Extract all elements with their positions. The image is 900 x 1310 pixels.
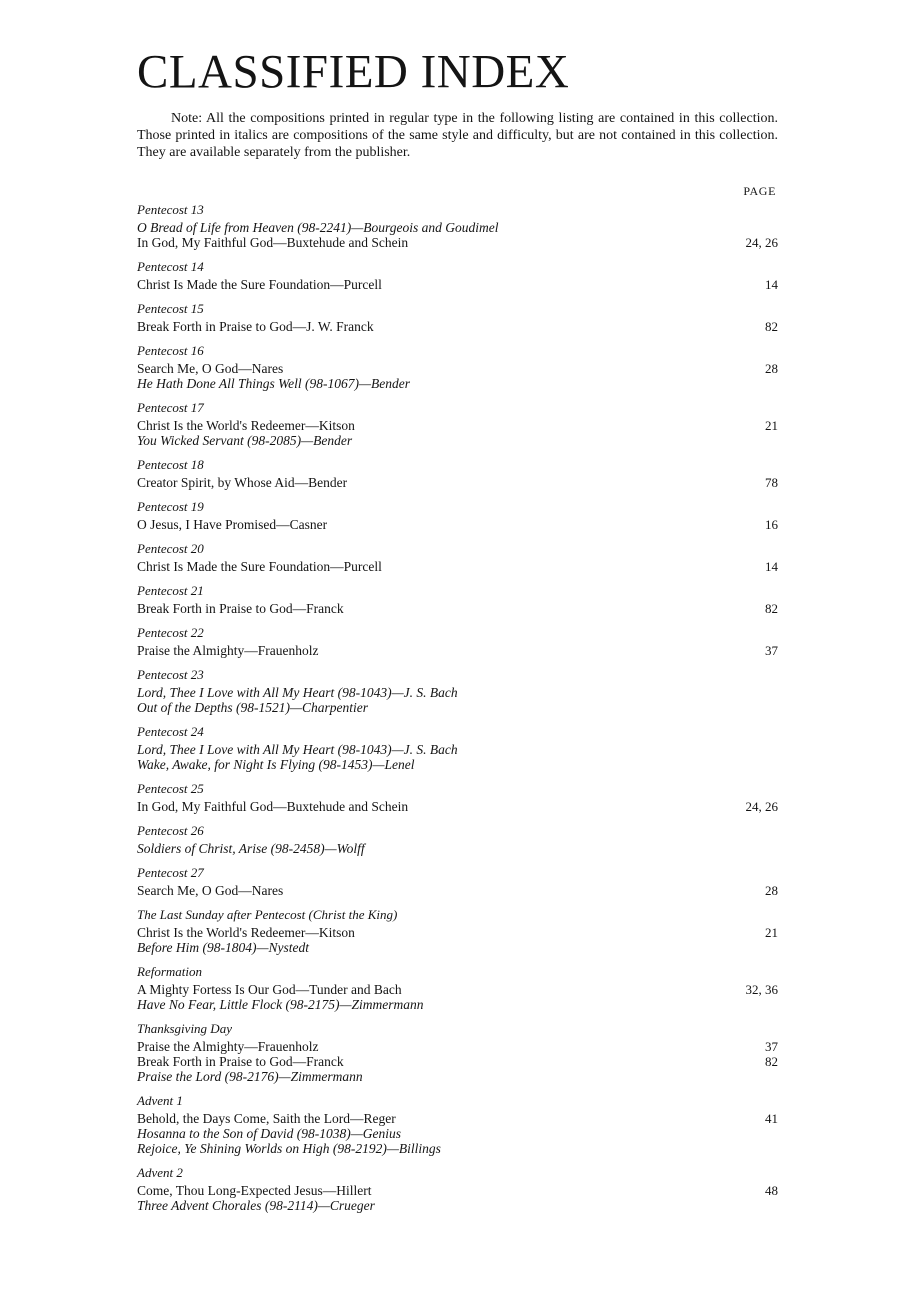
index-section [137, 255, 778, 292]
section-heading: Pentecost 27 [137, 865, 204, 880]
index-page [137, 45, 778, 1213]
entry-title: Praise the Almighty—Frauenholz [137, 1039, 319, 1054]
section-heading: Reformation [137, 964, 202, 979]
index-entry [137, 841, 778, 856]
intro-note: Note: All the compositions printed in regular type in the following listing are contained in this collection. Those printed in italics are compositions of the same style and difficulty, but are not contained in this collection. They are available separately from the publisher. [137, 111, 778, 160]
entry-page-number: 82 [765, 601, 778, 616]
entry-page-number: 21 [765, 925, 778, 940]
entry-page-number: 78 [765, 475, 778, 490]
index-entry [137, 1198, 778, 1213]
entry-title: O Bread of Life from Heaven (98-2241)—Bourgeois and Goudimel [137, 220, 499, 235]
entry-title: Lord, Thee I Love with All My Heart (98-1043)—J. S. Bach [137, 685, 458, 700]
section-heading: Pentecost 18 [137, 457, 204, 472]
entry-title: Break Forth in Praise to God—Franck [137, 601, 344, 616]
entry-page-number: 41 [765, 1111, 778, 1126]
index-entry [137, 235, 778, 250]
index-entry [137, 319, 778, 334]
entry-title: Christ Is the World's Redeemer—Kitson [137, 925, 355, 940]
entry-title: Three Advent Chorales (98-2114)—Crueger [137, 1198, 375, 1213]
section-heading: Advent 1 [137, 1093, 183, 1108]
index-entry [137, 1111, 778, 1126]
entry-title: Out of the Depths (98-1521)—Charpentier [137, 700, 368, 715]
entry-title: Search Me, O God—Nares [137, 883, 284, 898]
index-section [137, 579, 778, 616]
index-entry [137, 1141, 778, 1156]
entry-title: Rejoice, Ye Shining Worlds on High (98-2192)—Billings [137, 1141, 441, 1156]
entry-title: In God, My Faithful God—Buxtehude and Schein [137, 799, 409, 814]
section-heading: Advent 2 [137, 1165, 183, 1180]
index-entry [137, 376, 778, 391]
index-entry [137, 1069, 778, 1084]
entry-title: Break Forth in Praise to God—Franck [137, 1054, 344, 1069]
index-section [137, 396, 778, 448]
index-entries [137, 198, 778, 1213]
section-heading: Pentecost 21 [137, 583, 204, 598]
entry-title: Hosanna to the Son of David (98-1038)—Genius [137, 1126, 401, 1141]
entry-page-number: 14 [765, 559, 778, 574]
entry-page-number: 21 [765, 418, 778, 433]
index-section [137, 495, 778, 532]
index-entry [137, 940, 778, 955]
section-heading: Pentecost 17 [137, 400, 204, 415]
entry-title: Behold, the Days Come, Saith the Lord—Reger [137, 1111, 396, 1126]
index-section [137, 537, 778, 574]
index-entry [137, 742, 778, 757]
index-section [137, 1017, 778, 1084]
entry-title: Search Me, O God—Nares [137, 361, 284, 376]
entry-title: Creator Spirit, by Whose Aid—Bender [137, 475, 348, 490]
index-entry [137, 1126, 778, 1141]
entry-title: Have No Fear, Little Flock (98-2175)—Zimmermann [137, 997, 424, 1012]
index-entry [137, 601, 778, 616]
entry-title: Wake, Awake, for Night Is Flying (98-1453)—Lenel [137, 757, 415, 772]
section-heading: Pentecost 16 [137, 343, 204, 358]
section-heading: Pentecost 22 [137, 625, 204, 640]
index-section [137, 1089, 778, 1156]
index-entry [137, 997, 778, 1012]
entry-page-number: 48 [765, 1183, 778, 1198]
entry-page-number: 82 [765, 319, 778, 334]
index-section [137, 663, 778, 715]
index-entry [137, 559, 778, 574]
entry-page-number: 82 [765, 1054, 778, 1069]
entry-title: Before Him (98-1804)—Nystedt [137, 940, 309, 955]
index-section [137, 903, 778, 955]
index-section [137, 198, 778, 250]
index-entry [137, 982, 778, 997]
entry-title: He Hath Done All Things Well (98-1067)—Bender [137, 376, 410, 391]
index-entry [137, 799, 778, 814]
section-heading: Pentecost 23 [137, 667, 204, 682]
entry-page-number: 28 [765, 883, 778, 898]
entry-title: In God, My Faithful God—Buxtehude and Schein [137, 235, 409, 250]
index-section [137, 720, 778, 772]
index-section [137, 621, 778, 658]
index-entry [137, 685, 778, 700]
index-section [137, 960, 778, 1012]
section-heading: Pentecost 15 [137, 301, 204, 316]
index-entry [137, 517, 778, 532]
entry-title: Lord, Thee I Love with All My Heart (98-1043)—J. S. Bach [137, 742, 458, 757]
index-entry [137, 418, 778, 433]
index-entry [137, 433, 778, 448]
index-entry [137, 475, 778, 490]
entry-page-number: 28 [765, 361, 778, 376]
index-entry [137, 700, 778, 715]
index-entry [137, 361, 778, 376]
page-column-label: PAGE [743, 184, 776, 198]
entry-title: Praise the Lord (98-2176)—Zimmermann [137, 1069, 363, 1084]
index-entry [137, 757, 778, 772]
section-heading: Pentecost 20 [137, 541, 204, 556]
entry-title: Christ Is Made the Sure Foundation—Purcell [137, 277, 382, 292]
entry-page-number: 14 [765, 277, 778, 292]
section-heading: Pentecost 13 [137, 202, 204, 217]
index-entry [137, 925, 778, 940]
entry-title: Christ Is the World's Redeemer—Kitson [137, 418, 355, 433]
entry-title: Come, Thou Long-Expected Jesus—Hillert [137, 1183, 372, 1198]
entry-page-number: 37 [765, 1039, 778, 1054]
index-entry [137, 1054, 778, 1069]
entry-page-number: 32, 36 [745, 982, 778, 997]
index-section [137, 297, 778, 334]
index-entry [137, 643, 778, 658]
entry-page-number: 24, 26 [745, 799, 778, 814]
section-heading: Pentecost 25 [137, 781, 204, 796]
index-section [137, 1161, 778, 1213]
index-entry [137, 883, 778, 898]
entry-title: O Jesus, I Have Promised—Casner [137, 517, 328, 532]
entry-title: Christ Is Made the Sure Foundation—Purcell [137, 559, 382, 574]
index-section [137, 339, 778, 391]
page-title: CLASSIFIED INDEX [137, 45, 570, 99]
index-entry [137, 277, 778, 292]
index-section [137, 453, 778, 490]
index-section [137, 861, 778, 898]
entry-page-number: 24, 26 [745, 235, 778, 250]
section-heading: The Last Sunday after Pentecost (Christ the King) [137, 907, 398, 922]
index-entry [137, 1183, 778, 1198]
section-heading: Pentecost 24 [137, 724, 204, 739]
entry-title: Break Forth in Praise to God—J. W. Franck [137, 319, 374, 334]
section-heading: Pentecost 14 [137, 259, 204, 274]
section-heading: Pentecost 19 [137, 499, 204, 514]
entry-page-number: 16 [765, 517, 778, 532]
section-heading: Pentecost 26 [137, 823, 204, 838]
entry-title: A Mighty Fortess Is Our God—Tunder and Bach [137, 982, 402, 997]
entry-title: Praise the Almighty—Frauenholz [137, 643, 319, 658]
index-entry [137, 1039, 778, 1054]
index-section [137, 819, 778, 856]
entry-title: You Wicked Servant (98-2085)—Bender [137, 433, 353, 448]
index-section [137, 777, 778, 814]
index-entry [137, 220, 778, 235]
entry-page-number: 37 [765, 643, 778, 658]
entry-title: Soldiers of Christ, Arise (98-2458)—Wolff [137, 841, 365, 856]
section-heading: Thanksgiving Day [137, 1021, 232, 1036]
